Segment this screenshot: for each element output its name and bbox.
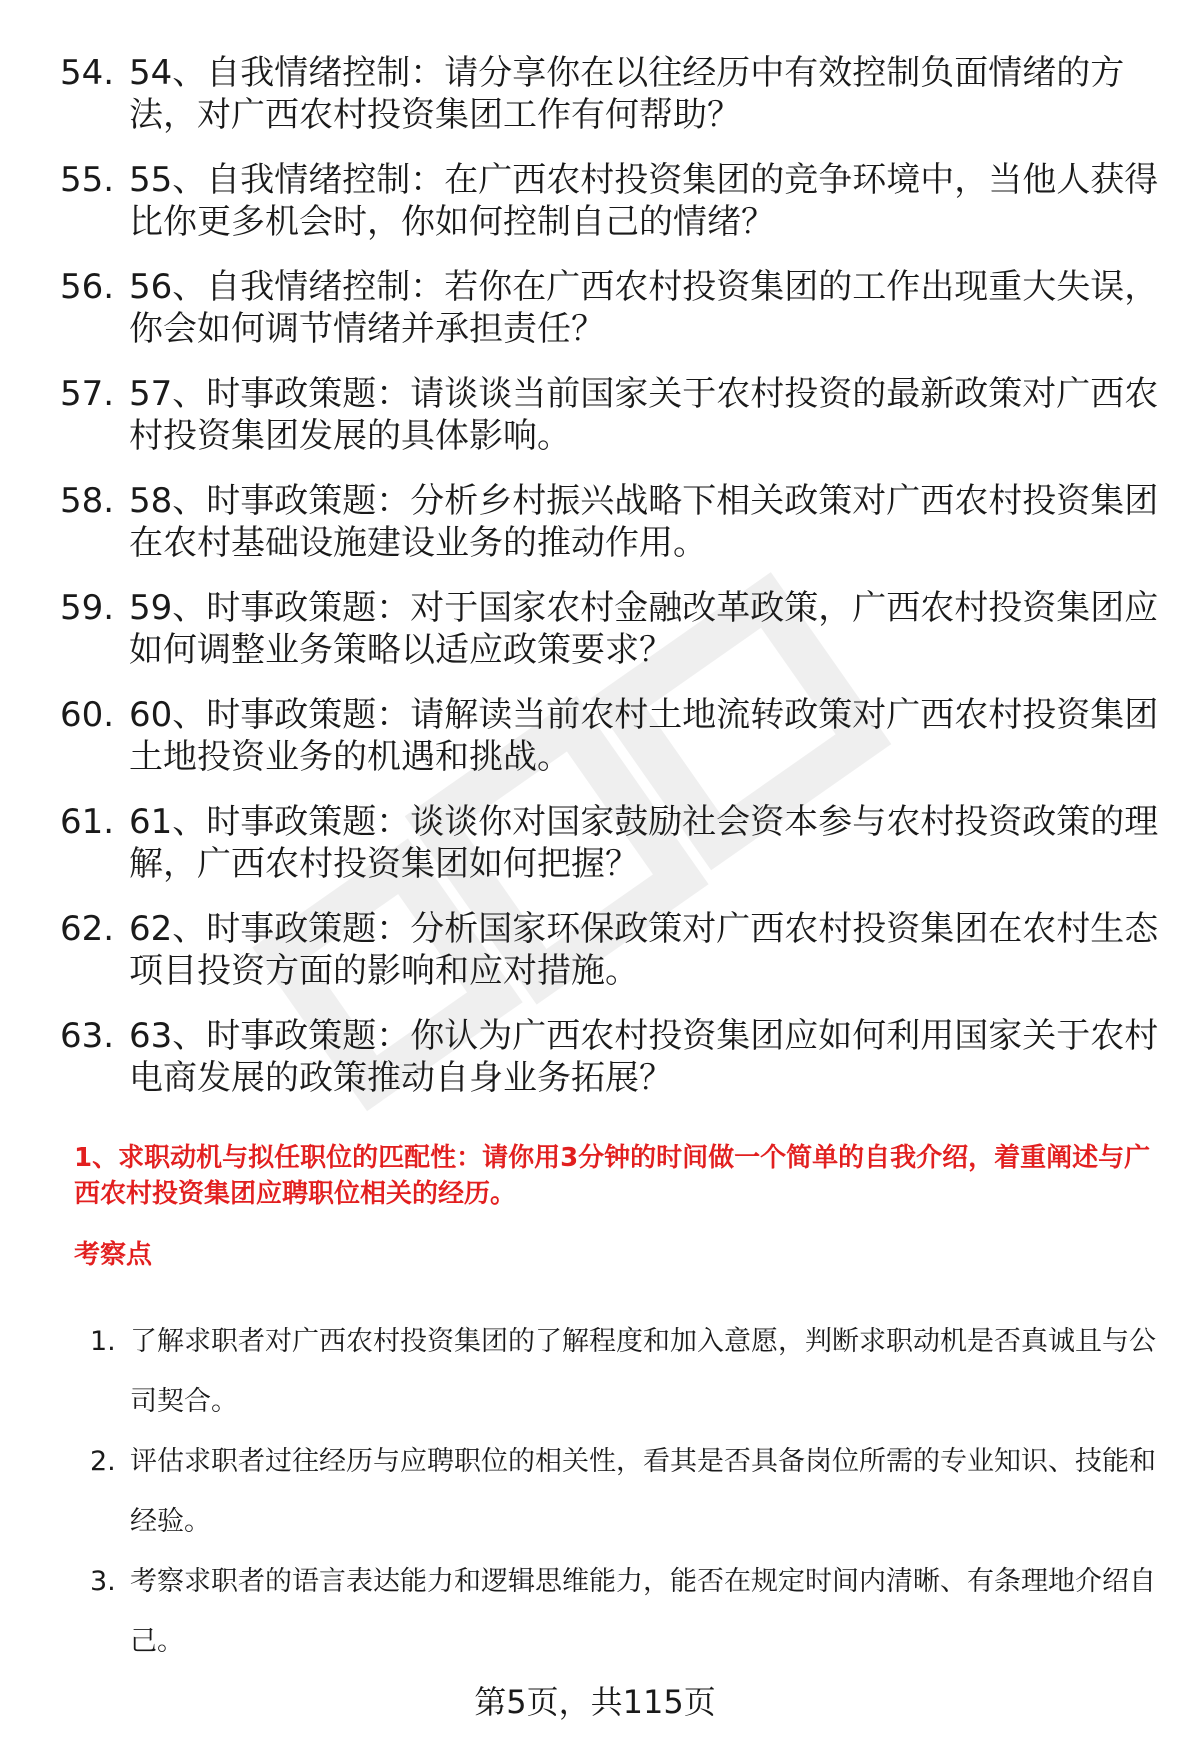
item-number: 61. [60,802,115,842]
question-text: 56、自我情绪控制：若你在广西农村投资集团的工作出现重大失误，你会如何调节情绪并承担责任？ [129,267,1159,349]
item-number: 3. [90,1566,116,1597]
list-item [60,587,1160,671]
list-item [90,1432,1165,1552]
item-number: 2. [90,1446,116,1477]
list-item [60,52,1160,136]
item-number: 63. [60,1016,115,1056]
question-text: 62、时事政策题：分析国家环保政策对广西农村投资集团在农村生态项目投资方面的影响和应对措施。 [129,909,1159,991]
key-points-title: 考察点 [74,1240,153,1270]
list-item [60,801,1160,885]
list-item [60,908,1160,992]
item-number: 59. [60,588,115,628]
list-item [60,266,1160,350]
item-number: 62. [60,909,115,949]
item-number: 56. [60,267,115,307]
point-text: 了解求职者对广西农村投资集团的了解程度和加入意愿，判断求职动机是否真诚且与公司契合。 [130,1326,1156,1417]
question-text: 58、时事政策题：分析乡村振兴战略下相关政策对广西农村投资集团在农村基础设施建设业务的推动作用。 [129,481,1159,563]
list-item [90,1312,1165,1432]
question-text: 59、时事政策题：对于国家农村金融改革政策，广西农村投资集团应如何调整业务策略以适应政策要求？ [129,588,1159,670]
list-item [60,694,1160,778]
list-item [90,1552,1165,1672]
question-text: 55、自我情绪控制：在广西农村投资集团的竞争环境中，当他人获得比你更多机会时，你如何控制自己的情绪？ [129,160,1159,242]
question-text: 57、时事政策题：请谈谈当前国家关于农村投资的最新政策对广西农村投资集团发展的具体影响。 [129,374,1159,456]
list-item [60,480,1160,564]
question-text: 61、时事政策题：谈谈你对国家鼓励社会资本参与农村投资政策的理解，广西农村投资集团如何把握？ [129,802,1159,884]
question-text: 63、时事政策题：你认为广西农村投资集团应如何利用国家关于农村电商发展的政策推动自身业务拓展？ [129,1016,1159,1098]
question-text: 60、时事政策题：请解读当前农村土地流转政策对广西农村投资集团土地投资业务的机遇和挑战。 [129,695,1159,777]
question-text: 54、自我情绪控制：请分享你在以往经历中有效控制负面情绪的方法，对广西农村投资集团工作有何帮助？ [129,53,1125,135]
question-list [60,52,1160,1122]
item-number: 55. [60,160,115,200]
point-text: 考察求职者的语言表达能力和逻辑思维能力，能否在规定时间内清晰、有条理地介绍自己。 [130,1566,1156,1657]
page-number: 第5页，共115页 [474,1683,716,1721]
list-item [60,1015,1160,1099]
section-heading: 1、求职动机与拟任职位的匹配性：请你用3分钟的时间做一个简单的自我介绍，着重阐述与广西农村投资集团应聘职位相关的经历。 [74,1143,1151,1209]
point-text: 评估求职者过往经历与应聘职位的相关性，看其是否具备岗位所需的专业知识、技能和经验。 [130,1446,1156,1537]
item-number: 1. [90,1326,116,1357]
list-item [60,373,1160,457]
key-points-list [90,1312,1165,1672]
list-item [60,159,1160,243]
item-number: 60. [60,695,115,735]
item-number: 57. [60,374,115,414]
item-number: 58. [60,481,115,521]
item-number: 54. [60,53,115,93]
